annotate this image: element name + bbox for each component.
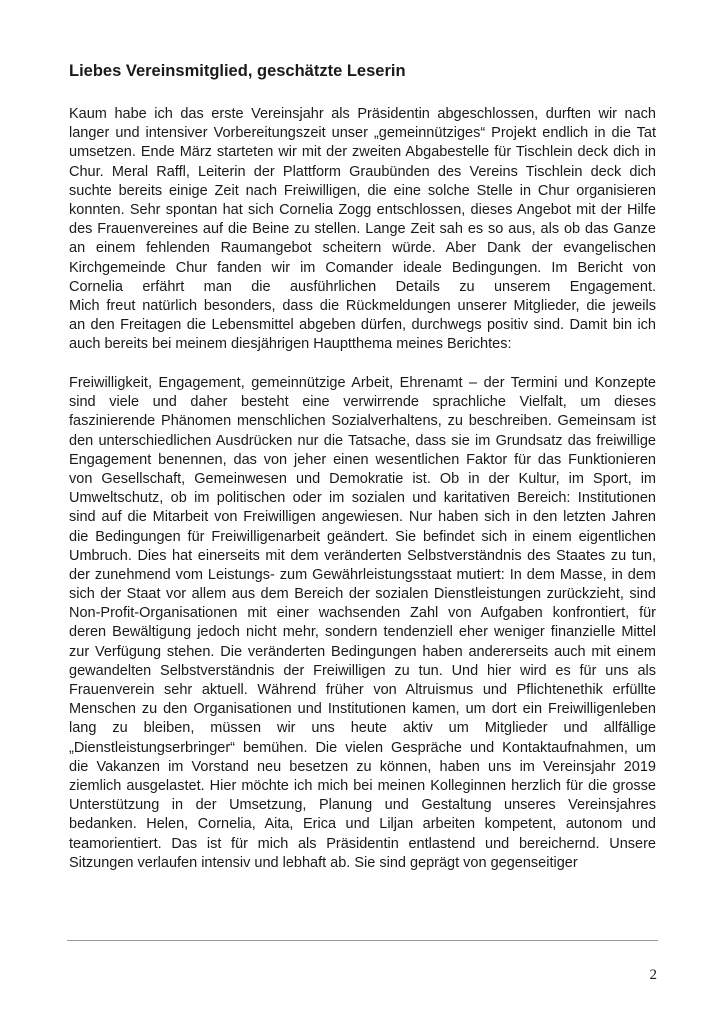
text-line: sich der Staat vor allem aus dem Bereich der sozialen Dienstleistungen zurückzieht, sind bbox=[69, 586, 656, 603]
paragraph-2 bbox=[69, 374, 656, 873]
text-line: Menschen zu den Organisationen und Institutionen kamen, um dort ein Freiwilligenleben bbox=[69, 701, 656, 718]
text-line: der zunehmend vom Leistungs- zum Gewährleistungsstaat mutiert: In dem Masse, in dem bbox=[69, 566, 656, 583]
text-line: deren Bewältigung jedoch nicht mehr, sondern tendenziell eher weniger finanzielle Mittel bbox=[69, 624, 656, 641]
text-line: „Dienstleistungserbringer“ bemühen. Die vielen Gespräche und Kontaktaufnahmen, um bbox=[69, 739, 656, 756]
text-line: Engagement benennen, das von jeher einen wesentlichen Faktor für das Funktionieren bbox=[69, 451, 656, 468]
text-line: ziemlich ausgelastet. Hier möchte ich mich bei meinen Kolleginnen herzlich für die grosse bbox=[69, 777, 656, 794]
text-line: Unterstützung in der Umsetzung, Planung und Gestaltung unseres Vereinsjahres bbox=[69, 797, 656, 814]
text-line: teamorientiert. Das ist für mich als Präsidentin entlastend und bereichernd. Unsere bbox=[69, 835, 656, 852]
text-line: Chur. Meral Raffl, Leiterin der Plattform Graubünden des Vereins Tischlein deck dich bbox=[69, 163, 656, 180]
text-line: Cornelia erfährt man die ausführlichen Details zu unserem Engagement. bbox=[69, 278, 656, 295]
text-line: umsetzen. Ende März starteten wir mit der zweiten Abgabestelle für Tischlein deck dich in bbox=[69, 144, 656, 161]
text-line: sind viele und daher besteht eine verwirrende sprachliche Vielfalt, um dieses bbox=[69, 394, 656, 411]
text-line: die Vakanzen im Vorstand neu besetzen zu können, haben uns im Vereinsjahr 2019 bbox=[69, 758, 656, 775]
text-line: Frauenverein sehr aktuell. Während früher von Altruismus und Pflichtenethik erfüllte bbox=[69, 682, 656, 698]
text-line: lang zu bleiben, müssen wir uns heute aktiv um Mitglieder und allfällige bbox=[69, 720, 656, 737]
text-line: des Frauenvereines auf die Beine zu stellen. Lange Zeit sah es so aus, als ob das Ganze bbox=[69, 221, 656, 238]
text-line: langer und intensiver Vorbereitungszeit unser „gemeinnütziges“ Projekt endlich in die Tat bbox=[69, 125, 656, 142]
text-line: Sitzungen verlaufen intensiv und lebhaft ab. Sie sind geprägt von gegenseitiger bbox=[69, 854, 578, 871]
text-line: Mich freut natürlich besonders, dass die Rückmeldungen unserer Mitglieder, die jeweils bbox=[69, 297, 656, 314]
text-line: den unterschiedlichen Ausdrücken nur die Tatsache, dass sie im Grundsatz das freiwillige bbox=[69, 432, 656, 449]
footer-divider bbox=[67, 940, 658, 941]
text-line: sind auf die Mitarbeit von Freiwilligen angewiesen. Nur haben sich in den letzten Jahren bbox=[69, 509, 656, 526]
text-line: Non-Profit-Organisationen mit einer wachsenden Zahl von Aufgaben konfrontiert, für bbox=[69, 605, 656, 622]
text-line: Umweltschutz, ob im politischen oder im sozialen und karitativen Bereich: Institutionen bbox=[69, 490, 656, 507]
text-line: Kirchgemeinde Chur fanden wir im Comander ideale Bedingungen. Im Bericht von bbox=[69, 259, 656, 276]
text-line: von Gesellschaft, Gemeinwesen und Demokratie ist. Ob in der Kultur, im Sport, im bbox=[69, 470, 656, 487]
text-line: Freiwilligkeit, Engagement, gemeinnützige Arbeit, Ehrenamt – der Termini und Konzepte bbox=[69, 375, 656, 391]
text-line: faszinierende Phänomen menschlichen Sozialverhaltens, zu beschreiben. Gemeinsam ist bbox=[69, 413, 656, 430]
paragraph-1 bbox=[69, 105, 656, 354]
text-line: an einem fehlenden Raumangebot scheitern würde. Aber Dank der evangelischen bbox=[69, 240, 656, 257]
text-line: Kaum habe ich das erste Vereinsjahr als Präsidentin abgeschlossen, durften wir nach bbox=[69, 106, 656, 122]
page-number: 2 bbox=[649, 967, 657, 983]
text-line: bedanken. Helen, Cornelia, Aita, Erica und Liljan arbeiten kompetent, autonom und bbox=[69, 816, 656, 833]
text-line: gewandelten Selbstverständnis der Freiwilligen zu tun. Und hier wird es für uns als bbox=[69, 662, 656, 679]
text-line: die Bedingungen für Freiwilligenarbeit geändert. Sie befindet sich in einem eigentlichen bbox=[69, 528, 656, 545]
text-line: zur Verfügung stehen. Die veränderten Bedingungen haben andererseits auch mit einem bbox=[69, 643, 656, 660]
text-line: suchte bereits einige Zeit nach Freiwilligen, die eine solche Stelle in Chur organisieren bbox=[69, 182, 656, 199]
text-line: an den Freitagen die Lebensmittel abgeben dürfen, durchwegs positiv sind. Damit bin ich bbox=[69, 317, 656, 334]
text-line: auch bereits bei meinem diesjährigen Hauptthema meines Berichtes: bbox=[69, 336, 512, 353]
page-title: Liebes Vereinsmitglied, geschätzte Leserin bbox=[69, 62, 406, 80]
text-line: Umbruch. Dies hat einerseits mit dem veränderten Selbstverständnis des Staates zu tun, bbox=[69, 547, 656, 564]
text-line: konnten. Sehr spontan hat sich Cornelia Zogg entschlossen, dieses Angebot mit der Hilfe bbox=[69, 201, 656, 218]
